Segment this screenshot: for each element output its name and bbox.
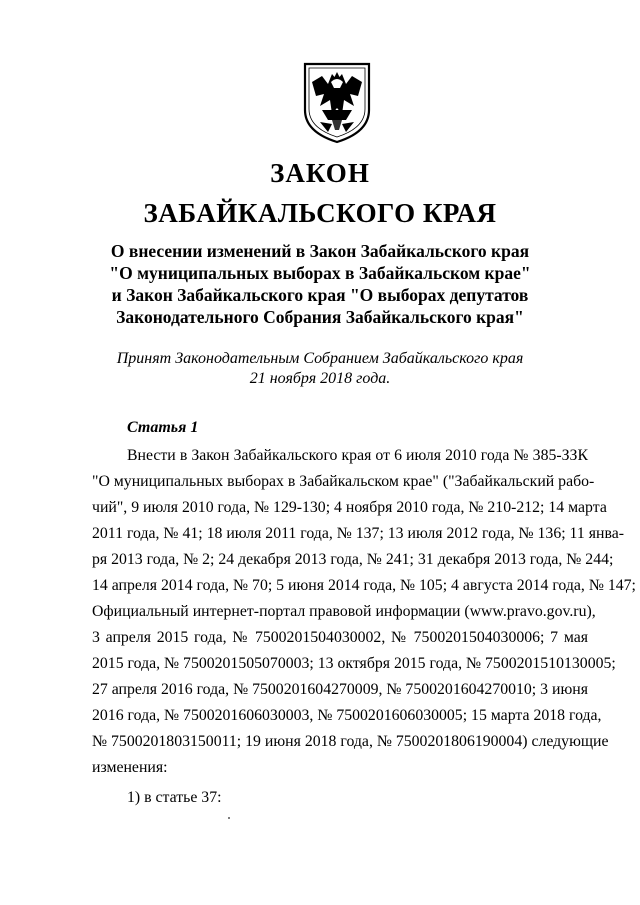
coat-of-arms-icon: [302, 62, 372, 144]
body-line: чий", 9 июля 2010 года, № 129-130; 4 ноября 2010 года, № 210-212; 14 марта: [92, 499, 607, 516]
body-line: 3 апреля 2015 года, № 7500201504030002, № 7500201504030006; 7 мая: [92, 629, 588, 646]
adoption-note: [0, 349, 640, 389]
law-title: ЗАКОН: [270, 158, 370, 188]
article-heading: Статья 1: [127, 419, 199, 436]
body-line: 2011 года, № 41; 18 июля 2011 года, № 137; 13 июля 2012 года, № 136; 11 янва-: [92, 525, 624, 542]
body-line: Внести в Закон Забайкальского края от 6 июля 2010 года № 385-ЗЗК: [127, 447, 588, 464]
body-line: 27 апреля 2016 года, № 7500201604270009, № 7500201604270010; 3 июня: [92, 681, 588, 698]
body-line: 2015 года, № 7500201505070003; 13 октября 2015 года, № 7500201510130005;: [92, 655, 616, 672]
subtitle-line: "О муниципальных выборах в Забайкальском крае": [109, 263, 531, 283]
body-line: "О муниципальных выборах в Забайкальском крае" ("Забайкальский рабо-: [92, 473, 595, 490]
body-line: 2016 года, № 7500201606030003, № 7500201606030005; 15 марта 2018 года,: [92, 707, 602, 724]
body-line: № 7500201803150011; 19 июня 2018 года, № 7500201806190004) следующие: [92, 733, 609, 750]
body-line: ря 2013 года, № 2; 24 декабря 2013 года, № 241; 31 декабря 2013 года, № 244;: [92, 551, 614, 568]
law-subtitle: [0, 240, 640, 328]
scan-speck: [228, 817, 230, 819]
subtitle-line: О внесении изменений в Закон Забайкальского края: [110, 241, 530, 261]
body-line: 14 апреля 2014 года, № 70; 5 июня 2014 года, № 105; 4 августа 2014 года, № 147;: [92, 577, 636, 594]
list-item: 1) в статье 37:: [127, 789, 222, 806]
adoption-date: 21 ноября 2018 года.: [249, 370, 391, 387]
subtitle-line: и Закон Забайкальского края "О выборах депутатов: [111, 285, 529, 305]
body-line: изменения:: [92, 759, 168, 776]
body-line: Официальный интернет-портал правовой информации (www.pravo.gov.ru),: [92, 603, 596, 620]
law-region-title: ЗАБАЙКАЛЬСКОГО КРАЯ: [143, 198, 497, 228]
subtitle-line: Законодательного Собрания Забайкальского края": [116, 307, 524, 327]
adoption-line: Принят Законодательным Собранием Забайкальского края: [116, 350, 524, 367]
